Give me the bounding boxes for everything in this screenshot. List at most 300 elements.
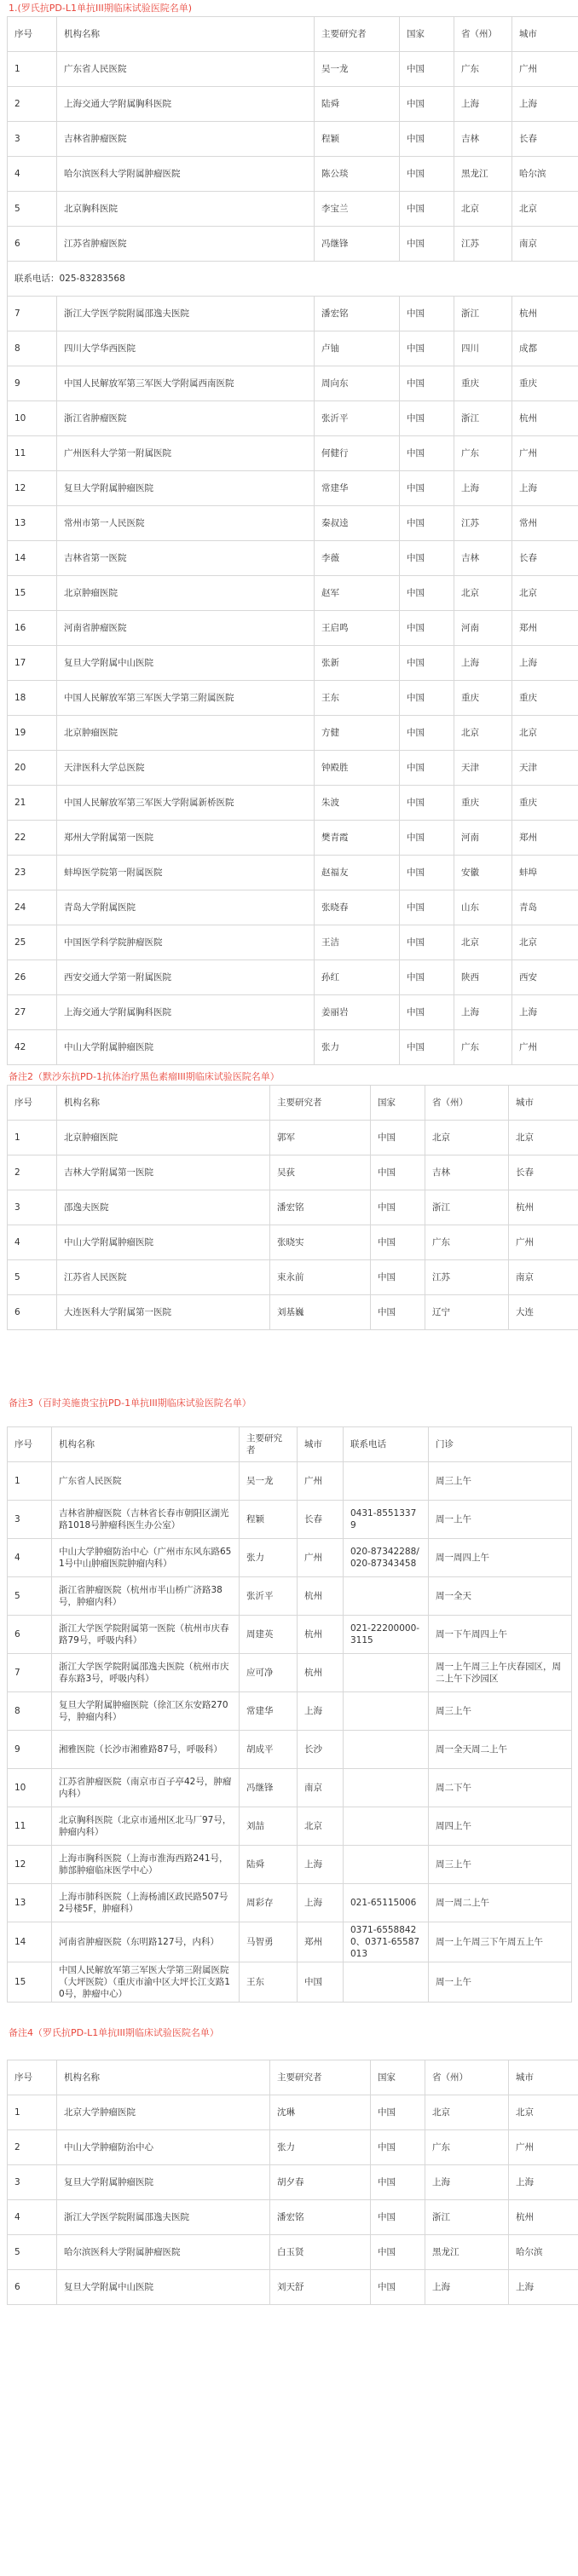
table-cell: 常建华: [315, 471, 400, 506]
table-cell: 中国: [400, 401, 454, 436]
column-header: 国家: [371, 1086, 425, 1121]
table-cell: 27: [8, 995, 57, 1030]
table-row: [8, 1884, 572, 1922]
table-cell: 周一周二上午: [429, 1884, 572, 1922]
table-cell: 长春: [298, 1501, 344, 1539]
table-cell: 14: [8, 1922, 52, 1962]
table-cell: 中国: [400, 157, 454, 192]
table-cell: 中国: [371, 1295, 425, 1330]
table3-caption: 备注3（百时美施贵宝抗PD-1单抗III期临床试验医院名单）: [9, 1397, 251, 1409]
table-cell: 冯继锋: [240, 1769, 298, 1807]
table-cell: 6: [8, 227, 57, 262]
table-cell: 杭州: [298, 1654, 344, 1692]
table-cell: 13: [8, 1884, 52, 1922]
table-cell: [344, 1577, 429, 1616]
table-row: [8, 611, 578, 646]
table-row: [8, 1922, 572, 1962]
table-cell: 中国: [371, 2095, 425, 2130]
table-cell: 河南: [454, 821, 512, 856]
table-cell: 上海: [454, 646, 512, 681]
table-cell: 重庆: [512, 681, 578, 716]
table-row: [8, 821, 578, 856]
table-cell: 吉林: [454, 122, 512, 157]
table-row: [8, 1260, 578, 1295]
table-cell: 重庆: [512, 366, 578, 401]
table-cell: 中国: [400, 506, 454, 541]
table-row: [8, 1462, 572, 1501]
table-cell: [344, 1731, 429, 1769]
table-row: [8, 87, 578, 122]
table-cell: 上海: [425, 2165, 509, 2200]
table-row: [8, 2200, 578, 2235]
table-cell: 浙江大学医学院附属邵逸夫医院: [57, 297, 315, 331]
column-header: 省（州）: [425, 2060, 509, 2095]
table-row: [8, 1769, 572, 1807]
table-cell: 4: [8, 157, 57, 192]
table-cell: 程颖: [240, 1501, 298, 1539]
table-cell: 4: [8, 2200, 57, 2235]
table-cell: 广州: [298, 1539, 344, 1577]
table-cell: 西安交通大学第一附属医院: [57, 960, 315, 995]
table-cell: 广州医科大学第一附属医院: [57, 436, 315, 471]
table-cell: 0371-65588420、0371-65587013: [344, 1922, 429, 1962]
table-cell: 1: [8, 1462, 52, 1501]
table-cell: 中国: [371, 2130, 425, 2165]
table-cell: 中国: [400, 192, 454, 227]
column-header: 主要研究者: [315, 17, 400, 52]
table-cell: 中国: [400, 960, 454, 995]
table-cell: 中国: [371, 2270, 425, 2305]
table-cell: 浙江省肿瘤医院: [57, 401, 315, 436]
table-cell: 王启鸣: [315, 611, 400, 646]
table-cell: 束永前: [270, 1260, 371, 1295]
table-cell: 广州: [298, 1462, 344, 1501]
table-cell: 大连: [509, 1295, 578, 1330]
table-row: [8, 541, 578, 576]
table-cell: 6: [8, 1295, 57, 1330]
table-cell: 北京: [425, 2095, 509, 2130]
table-cell: 广州: [509, 2130, 578, 2165]
table-cell: 浙江: [454, 297, 512, 331]
table-cell: 上海: [298, 1884, 344, 1922]
table-cell: 长春: [509, 1155, 578, 1190]
table-cell: 周三上午: [429, 1846, 572, 1884]
table-cell: 10: [8, 1769, 52, 1807]
table-cell: 中国: [400, 227, 454, 262]
table-cell: 6: [8, 2270, 57, 2305]
table-cell: 吉林省肿瘤医院: [57, 122, 315, 157]
table-cell: 7: [8, 1654, 52, 1692]
table-cell: 3: [8, 2165, 57, 2200]
table-row: [8, 2095, 578, 2130]
table-cell: 孙红: [315, 960, 400, 995]
table-cell: 天津医科大学总医院: [57, 751, 315, 786]
table-cell: 陆舜: [315, 87, 400, 122]
table-cell: 4: [8, 1539, 52, 1577]
table-row: [8, 331, 578, 366]
table-cell: 河南省肿瘤医院（东明路127号，内科）: [52, 1922, 240, 1962]
table-cell: 樊青霞: [315, 821, 400, 856]
table-cell: 王东: [315, 681, 400, 716]
table-cell: 浙江大学医学院附属邵逸夫医院（杭州市庆春东路3号，呼吸内科）: [52, 1654, 240, 1692]
table-cell: 上海: [512, 995, 578, 1030]
table-cell: [344, 1769, 429, 1807]
table1-caption: 1.(罗氏抗PD-L1单抗III期临床试验医院名单): [9, 3, 193, 14]
table-row: [8, 366, 578, 401]
table-cell: 广东: [425, 2130, 509, 2165]
table-cell: 中国: [400, 856, 454, 890]
table-cell: 李宝兰: [315, 192, 400, 227]
table-row: [8, 576, 578, 611]
table-cell: 中国: [400, 1030, 454, 1065]
table-cell: 2: [8, 87, 57, 122]
table-cell: 中国人民解放军第三军医大学第三附属医院: [57, 681, 315, 716]
table-cell: 中国: [400, 576, 454, 611]
table-cell: 中国: [371, 1260, 425, 1295]
table-cell: 卢铀: [315, 331, 400, 366]
table-row: [8, 786, 578, 821]
table-cell: 周建英: [240, 1616, 298, 1654]
column-header: 机构名称: [52, 1427, 240, 1462]
table-cell: 吴一龙: [315, 52, 400, 87]
table-cell: 中国: [400, 52, 454, 87]
column-header: 国家: [400, 17, 454, 52]
table-cell: 1: [8, 2095, 57, 2130]
table-cell: 黑龙江: [425, 2235, 509, 2270]
table-cell: 2: [8, 2130, 57, 2165]
table-cell: 北京: [425, 1121, 509, 1155]
table-cell: 长沙: [298, 1731, 344, 1769]
table-cell: 020-87342288/020-87343458: [344, 1539, 429, 1577]
table-cell: 8: [8, 1692, 52, 1731]
table-cell: 周三上午: [429, 1462, 572, 1501]
table-cell: 22: [8, 821, 57, 856]
table-cell: 复旦大学附属肿瘤医院（徐汇区东安路270号，肿瘤内科）: [52, 1692, 240, 1731]
table-row: [8, 1190, 578, 1225]
table-cell: 3: [8, 122, 57, 157]
table-cell: 杭州: [512, 401, 578, 436]
table-cell: 北京: [512, 576, 578, 611]
table-row: [8, 192, 578, 227]
table-cell: 18: [8, 681, 57, 716]
table-cell: [344, 1846, 429, 1884]
table-cell: 广东: [454, 52, 512, 87]
table-cell: 9: [8, 1731, 52, 1769]
table-cell: 中国: [400, 751, 454, 786]
table-header-row: [8, 2060, 578, 2095]
table-row: [8, 856, 578, 890]
table-cell: 上海: [454, 471, 512, 506]
table-cell: 浙江: [425, 2200, 509, 2235]
table-cell: 吉林: [425, 1155, 509, 1190]
table-cell: 张沂平: [315, 401, 400, 436]
table-cell: 江苏: [454, 227, 512, 262]
table-cell: 成都: [512, 331, 578, 366]
table-row: [8, 1654, 572, 1692]
table-cell: 中山大学附属肿瘤医院: [57, 1225, 270, 1260]
table-row: [8, 751, 578, 786]
table-cell: 何健行: [315, 436, 400, 471]
table-cell: 陕西: [454, 960, 512, 995]
table-cell: 南京: [512, 227, 578, 262]
column-header: 城市: [512, 17, 578, 52]
table-cell: 北京: [298, 1807, 344, 1846]
table-cell: 中国: [371, 2200, 425, 2235]
table-cell: 中山大学附属肿瘤医院: [57, 1030, 315, 1065]
table-cell: [344, 1692, 429, 1731]
table-cell: 秦叔逵: [315, 506, 400, 541]
table-cell: 南京: [298, 1769, 344, 1807]
table-row: [8, 52, 578, 87]
table-cell: 天津: [512, 751, 578, 786]
column-header: 联系电话: [344, 1427, 429, 1462]
table-cell: 广东: [454, 436, 512, 471]
table-cell: 张力: [270, 2130, 371, 2165]
table-cell: 郭军: [270, 1121, 371, 1155]
table-cell: 张晓春: [315, 890, 400, 925]
table2-caption: 备注2（默沙东抗PD-1抗体治疗黑色素瘤III期临床试验医院名单）: [9, 1071, 280, 1082]
table-cell: 16: [8, 611, 57, 646]
column-header: 城市: [509, 1086, 578, 1121]
table-cell: 中国人民解放军第三军医大学附属新桥医院: [57, 786, 315, 821]
table-cell: 李薇: [315, 541, 400, 576]
column-header: 门诊: [429, 1427, 572, 1462]
table-cell: 钟殿胜: [315, 751, 400, 786]
table-cell: 郑州: [512, 611, 578, 646]
table-row: [8, 2235, 578, 2270]
table-cell: 中国: [400, 890, 454, 925]
table-row: [8, 1225, 578, 1260]
table-cell: 江苏: [454, 506, 512, 541]
table-cell: 广东: [425, 1225, 509, 1260]
table-cell: 7: [8, 297, 57, 331]
table-cell: 南京: [509, 1260, 578, 1295]
table-cell: 中国: [400, 87, 454, 122]
table-cell: 北京: [454, 716, 512, 751]
table-cell: 江苏省肿瘤医院（南京市百子亭42号，肿瘤内科）: [52, 1769, 240, 1807]
table-cell: 张力: [315, 1030, 400, 1065]
column-header: 机构名称: [57, 1086, 270, 1121]
table-cell: 郑州: [298, 1922, 344, 1962]
table-cell: 中国: [400, 611, 454, 646]
table-header-row: [8, 1086, 578, 1121]
table-cell: 上海: [298, 1846, 344, 1884]
table-cell: 刘喆: [240, 1807, 298, 1846]
table-cell: 程颖: [315, 122, 400, 157]
table-cell: 12: [8, 1846, 52, 1884]
table-cell: 6: [8, 1616, 52, 1654]
table-cell: 赵福友: [315, 856, 400, 890]
table-cell: 24: [8, 890, 57, 925]
table-cell: 20: [8, 751, 57, 786]
table-cell: 3: [8, 1501, 52, 1539]
table-cell: 广东省人民医院: [57, 52, 315, 87]
table-cell: [344, 1807, 429, 1846]
table-cell: 潘宏铭: [270, 1190, 371, 1225]
table-cell: 哈尔滨: [509, 2235, 578, 2270]
table-cell: 15: [8, 1962, 52, 2003]
table-cell: 杭州: [298, 1616, 344, 1654]
table-cell: 23: [8, 856, 57, 890]
table-cell: 重庆: [454, 681, 512, 716]
table-cell: 021-65115006: [344, 1884, 429, 1922]
table-row: [8, 890, 578, 925]
column-header: 主要研究者: [270, 2060, 371, 2095]
table-cell: 上海交通大学附属胸科医院: [57, 87, 315, 122]
table-cell: 北京: [512, 716, 578, 751]
table-row: [8, 471, 578, 506]
column-header: 序号: [8, 1427, 52, 1462]
table-cell: 北京: [454, 576, 512, 611]
table-row: [8, 1501, 572, 1539]
table-cell: 湘雅医院（长沙市湘雅路87号，呼吸科）: [52, 1731, 240, 1769]
table-cell: 26: [8, 960, 57, 995]
table2: [7, 1085, 578, 1330]
table-cell: 张力: [240, 1539, 298, 1577]
table-cell: 上海: [298, 1692, 344, 1731]
table-cell: 王东: [240, 1962, 298, 2003]
table-cell: 广州: [512, 1030, 578, 1065]
table-row: [8, 646, 578, 681]
table-row: [8, 157, 578, 192]
column-header: 主要研究者: [270, 1086, 371, 1121]
column-header: 序号: [8, 2060, 57, 2095]
table-cell: 中国医学科学院肿瘤医院: [57, 925, 315, 960]
table-cell: 吴荻: [270, 1155, 371, 1190]
table4-caption: 备注4（罗氏抗PD-L1单抗III期临床试验医院名单）: [9, 2027, 219, 2038]
table-cell: 上海: [509, 2270, 578, 2305]
table-cell: 复旦大学附属中山医院: [57, 646, 315, 681]
table-row: [8, 995, 578, 1030]
table-cell: 中国: [400, 716, 454, 751]
table-cell: 江苏: [425, 1260, 509, 1295]
table-cell: 10: [8, 401, 57, 436]
table-cell: 17: [8, 646, 57, 681]
table-cell: 重庆: [454, 366, 512, 401]
table-cell: 辽宁: [425, 1295, 509, 1330]
table-cell: 周四上午: [429, 1807, 572, 1846]
table-row: [8, 1807, 572, 1846]
table-cell: 021-22200000-3115: [344, 1616, 429, 1654]
table-cell: 广东省人民医院: [52, 1462, 240, 1501]
table-cell: 11: [8, 1807, 52, 1846]
table-cell: 周一周四上午: [429, 1539, 572, 1577]
table-cell: 重庆: [512, 786, 578, 821]
table-cell: 北京: [512, 925, 578, 960]
column-header: 城市: [298, 1427, 344, 1462]
table-cell: 上海交通大学附属胸科医院: [57, 995, 315, 1030]
table-cell: 朱波: [315, 786, 400, 821]
table-cell: 哈尔滨医科大学附属肿瘤医院: [57, 157, 315, 192]
table-cell: 中国: [371, 1155, 425, 1190]
table-cell: 郑州大学附属第一医院: [57, 821, 315, 856]
table-row: [8, 2165, 578, 2200]
table-cell: 北京肿瘤医院: [57, 716, 315, 751]
table-cell: 周向东: [315, 366, 400, 401]
table-row: [8, 1295, 578, 1330]
table-cell: 张新: [315, 646, 400, 681]
table-row: [8, 122, 578, 157]
table-cell: 复旦大学附属肿瘤医院: [57, 2165, 270, 2200]
table-cell: 杭州: [509, 1190, 578, 1225]
table-cell: 四川大学华西医院: [57, 331, 315, 366]
table-cell: 浙江省肿瘤医院（杭州市半山桥广济路38号，肿瘤内科）: [52, 1577, 240, 1616]
table-cell: 北京: [509, 1121, 578, 1155]
table-cell: 长春: [512, 541, 578, 576]
table-cell: 3: [8, 1190, 57, 1225]
table-cell: 周一全天: [429, 1577, 572, 1616]
table-cell: 周一上午: [429, 1501, 572, 1539]
table-cell: 1: [8, 1121, 57, 1155]
table-cell: 周一全天周二上午: [429, 1731, 572, 1769]
table-cell: 常州市第一人民医院: [57, 506, 315, 541]
table-cell: 浙江大学医学院附属第一医院（杭州市庆春路79号，呼吸内科）: [52, 1616, 240, 1654]
table-cell: 42: [8, 1030, 57, 1065]
table-cell: 周一上午周三上午庆春园区，周二上午下沙园区: [429, 1654, 572, 1692]
table-cell: 吴一龙: [240, 1462, 298, 1501]
table1: [7, 16, 578, 1065]
table-cell: 北京: [512, 192, 578, 227]
table-row: [8, 297, 578, 331]
table-cell: 天津: [454, 751, 512, 786]
table-cell: 中国人民解放军第三军医大学第三附属医院（大坪医院）（重庆市渝中区大坪长江支路10号，肿瘤中心）: [52, 1962, 240, 2003]
table-cell: 中国: [371, 1121, 425, 1155]
table-cell: 中国: [400, 436, 454, 471]
table-cell: 胡夕春: [270, 2165, 371, 2200]
table-header-row: [8, 1427, 572, 1462]
table-cell: 中国: [400, 541, 454, 576]
table-cell: 5: [8, 192, 57, 227]
table-cell: 中国: [400, 471, 454, 506]
column-header: 机构名称: [57, 2060, 270, 2095]
table-cell: 北京: [509, 2095, 578, 2130]
table-cell: 中山大学肿瘤防治中心（广州市东风东路651号中山肿瘤医院肿瘤内科）: [52, 1539, 240, 1577]
column-header: 国家: [371, 2060, 425, 2095]
table-cell: 25: [8, 925, 57, 960]
table-cell: 中国: [400, 366, 454, 401]
table-cell: 中国: [298, 1962, 344, 2003]
table-cell: 沈琳: [270, 2095, 371, 2130]
table-cell: 中国人民解放军第三军医大学附属西南医院: [57, 366, 315, 401]
table-cell: 中国: [400, 297, 454, 331]
table-cell: 广东: [454, 1030, 512, 1065]
table-cell: 广州: [512, 52, 578, 87]
table-cell: 广州: [512, 436, 578, 471]
table-row: [8, 1577, 572, 1616]
table-cell: 河南: [454, 611, 512, 646]
table-cell: 周一下午周四上午: [429, 1616, 572, 1654]
table-cell: 陆舜: [240, 1846, 298, 1884]
table-cell: 中国: [400, 122, 454, 157]
table-cell: 河南省肿瘤医院: [57, 611, 315, 646]
table4: [7, 2060, 578, 2305]
table-cell: 杭州: [298, 1577, 344, 1616]
table-cell: 浙江: [454, 401, 512, 436]
table-cell: 蚌埠: [512, 856, 578, 890]
table-cell: 5: [8, 1260, 57, 1295]
table-cell: 郑州: [512, 821, 578, 856]
table-cell: 4: [8, 1225, 57, 1260]
table-cell: 中国: [400, 646, 454, 681]
table-cell: 0431-85513379: [344, 1501, 429, 1539]
table-cell: 11: [8, 436, 57, 471]
table-cell: 白玉贤: [270, 2235, 371, 2270]
table-cell: 上海: [454, 995, 512, 1030]
column-header: 城市: [509, 2060, 578, 2095]
table-cell: 潘宏铭: [270, 2200, 371, 2235]
table-cell: 吉林省第一医院: [57, 541, 315, 576]
table-row: [8, 1692, 572, 1731]
